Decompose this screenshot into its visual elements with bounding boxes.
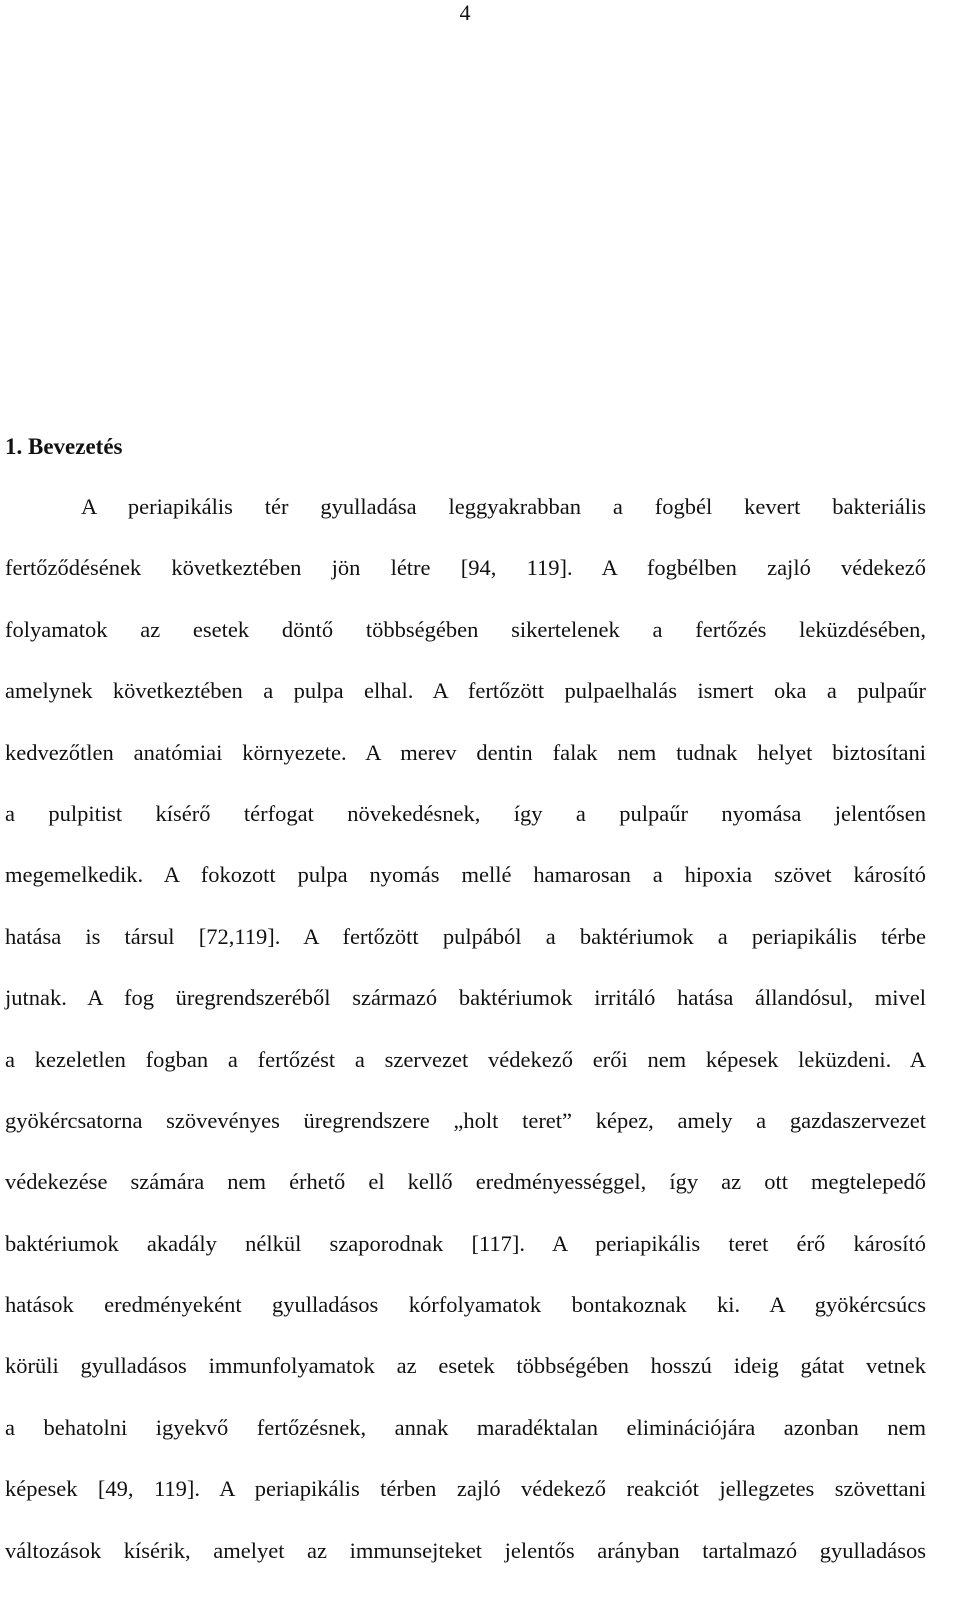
paragraph-line: védekezése számára nem érhető el kellő eredményességgel, így az ott megtelepedő bbox=[5, 1169, 926, 1195]
paragraph-line: a behatolni igyekvő fertőzésnek, annak maradéktalan eliminációjára azonban nem bbox=[5, 1414, 926, 1440]
paragraph-line: baktériumok akadály nélkül szaporodnak [117]. A periapikális teret érő károsító bbox=[5, 1230, 926, 1256]
body-paragraph bbox=[5, 487, 926, 1592]
paragraph-line: kedvezőtlen anatómiai környezete. A merev dentin falak nem tudnak helyet biztosítani bbox=[5, 739, 926, 765]
paragraph-line: megemelkedik. A fokozott pulpa nyomás mellé hamarosan a hipoxia szövet károsító bbox=[5, 862, 926, 888]
paragraph-line: a pulpitist kísérő térfogat növekedésnek, így a pulpaűr nyomása jelentősen bbox=[5, 800, 926, 826]
paragraph-line: változások kísérik, amelyet az immunsejteket jelentős arányban tartalmazó gyulladásos bbox=[5, 1537, 926, 1563]
section-heading: 1. Bevezetés bbox=[5, 434, 123, 459]
paragraph-line: fertőződésének következtében jön létre [94, 119]. A fogbélben zajló védekező bbox=[5, 555, 926, 581]
paragraph-line: a kezeletlen fogban a fertőzést a szervezet védekező erői nem képesek leküzdeni. A bbox=[5, 1046, 926, 1072]
paragraph-line: amelynek következtében a pulpa elhal. A fertőzött pulpaelhalás ismert oka a pulpaűr bbox=[5, 678, 926, 704]
paragraph-line: körüli gyulladásos immunfolyamatok az esetek többségében hosszú ideig gátat vetnek bbox=[5, 1353, 926, 1379]
page-number: 4 bbox=[459, 0, 471, 25]
paragraph-line: folyamatok az esetek döntő többségében sikertelenek a fertőzés leküzdésében, bbox=[5, 616, 926, 642]
paragraph-line: A periapikális tér gyulladása leggyakrabban a fogbél kevert bakteriális bbox=[81, 494, 926, 519]
paragraph-line: hatások eredményeként gyulladásos kórfolyamatok bontakoznak ki. A gyökércsúcs bbox=[5, 1292, 926, 1318]
paragraph-line: jutnak. A fog üregrendszeréből származó baktériumok irritáló hatása állandósul, mivel bbox=[5, 985, 926, 1011]
paragraph-line: képesek [49, 119]. A periapikális térben zajló védekező reakciót jellegzetes szövettani bbox=[5, 1476, 926, 1502]
paragraph-line: hatása is társul [72,119]. A fertőzött pulpából a baktériumok a periapikális térbe bbox=[5, 923, 926, 949]
paragraph-line: gyökércsatorna szövevényes üregrendszere „holt teret” képez, amely a gazdaszervezet bbox=[5, 1107, 926, 1133]
